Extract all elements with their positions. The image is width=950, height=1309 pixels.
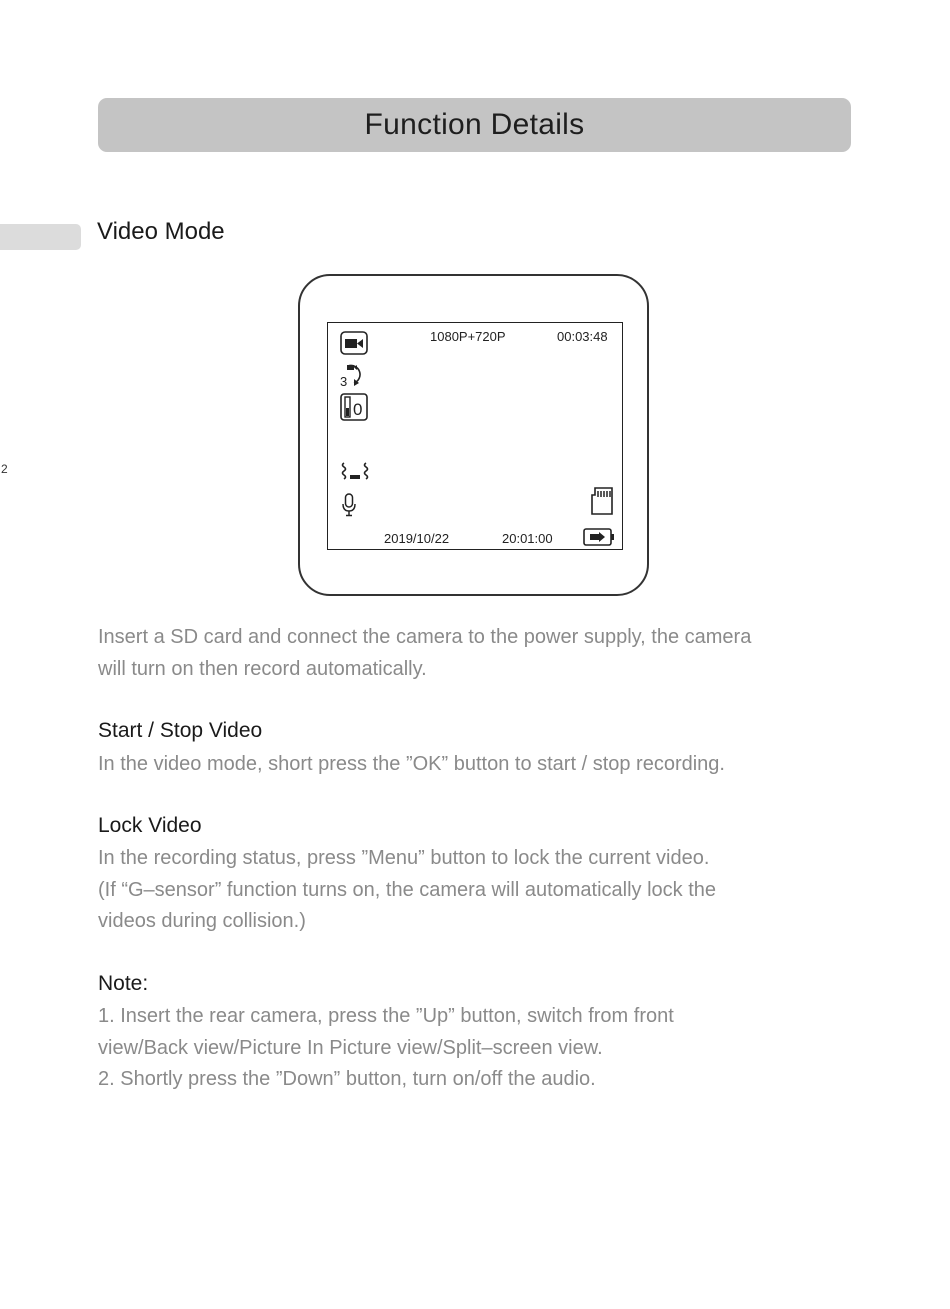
header-bar bbox=[98, 98, 851, 152]
video-camera-icon bbox=[340, 331, 368, 360]
intro-line: Insert a SD card and connect the camera to the power supply, the camera bbox=[98, 626, 752, 648]
time-label: 20:01:00 bbox=[502, 531, 553, 546]
loop-number: 3 bbox=[340, 374, 348, 389]
side-tab-marker bbox=[0, 224, 81, 250]
microphone-icon bbox=[341, 493, 357, 522]
power-plug-icon bbox=[583, 527, 615, 552]
note-line: 2. Shortly press the ”Down” button, turn on/off the audio. bbox=[98, 1068, 596, 1091]
intro-line: will turn on then record automatically. bbox=[98, 657, 427, 680]
g-sensor-level: 0 bbox=[353, 400, 363, 419]
page-title: Function Details bbox=[364, 108, 585, 141]
note-line: view/Back view/Picture In Picture view/Split–screen view. bbox=[98, 1036, 603, 1059]
lock-video-line: In the recording status, press ”Menu” button to lock the current video. bbox=[98, 847, 710, 869]
page-number: 2 bbox=[1, 462, 8, 476]
date-label: 2019/10/22 bbox=[384, 531, 450, 546]
note-paragraph bbox=[98, 1001, 858, 1096]
lock-video-paragraph bbox=[98, 843, 858, 938]
motion-detection-icon bbox=[340, 461, 370, 488]
start-stop-line: In the video mode, short press the ”OK” button to start / stop recording. bbox=[98, 753, 725, 775]
g-sensor-icon bbox=[340, 393, 368, 426]
start-stop-heading: Start / Stop Video bbox=[98, 719, 263, 742]
recording-timer: 00:03:48 bbox=[557, 329, 608, 344]
loop-recording-icon bbox=[339, 361, 367, 394]
note-heading: Note: bbox=[98, 972, 149, 995]
lock-video-heading: Lock Video bbox=[98, 814, 202, 837]
sd-card-icon bbox=[591, 487, 613, 520]
lock-video-line: videos during collision.) bbox=[98, 910, 306, 933]
lock-video-line: (If “G–sensor” function turns on, the camera will automatically lock the bbox=[98, 878, 717, 901]
resolution-label: 1080P+720P bbox=[430, 329, 506, 344]
start-stop-paragraph bbox=[98, 749, 858, 781]
section-title: Video Mode bbox=[97, 218, 225, 245]
intro-paragraph bbox=[98, 622, 858, 685]
device-screen bbox=[327, 322, 623, 550]
note-line: 1. Insert the rear camera, press the ”Up” button, switch from front bbox=[98, 1005, 674, 1027]
